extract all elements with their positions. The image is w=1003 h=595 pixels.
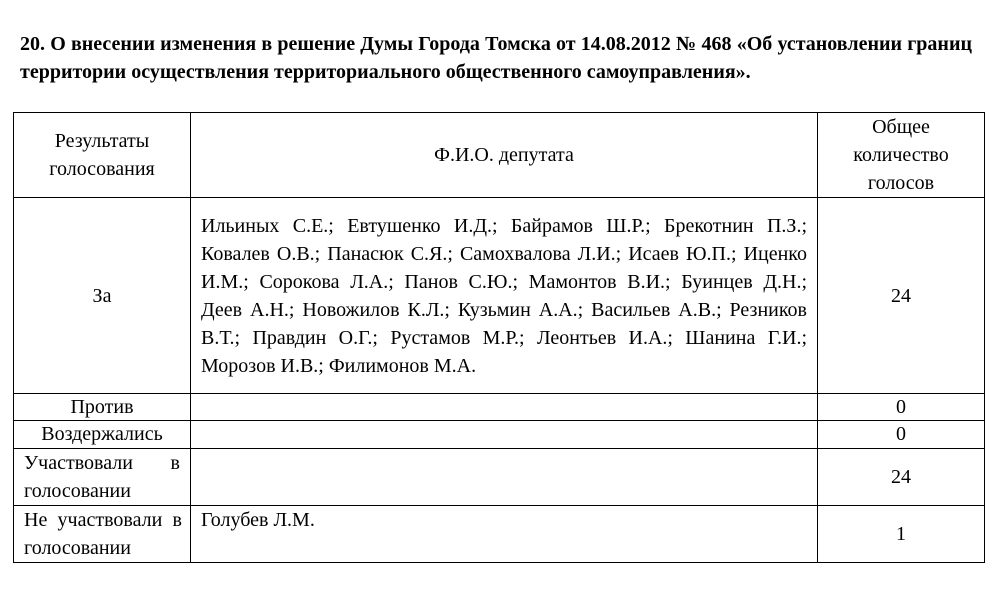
- vote-count: 24: [818, 449, 985, 506]
- voting-results-table: [13, 112, 985, 563]
- deputy-names: Ильиных С.Е.; Евтушенко И.Д.; Байрамов Ш.Р.; Брекотнин П.З.; Ковалев О.В.; Панасюк С.Я.; Самохвалова Л.И.; Исаев Ю.П.; Иценко И.М.; Сорокова Л.А.; Панов С.Ю.; Мамонтов В.И.; Буинцев Д.Н.; Деев А.Н.; Новожилов К.Л.; Кузьмин А.А.; Васильев А.В.; Резников В.Т.; Правдин О.Г.; Рустамов М.Р.; Леонтьев И.А.; Шанина Г.И.; Морозов И.В.; Филимонов М.А.: [191, 198, 818, 394]
- result-label: Не участвовали в голосовании: [14, 506, 191, 563]
- table-row-abstained: [14, 421, 985, 449]
- result-label: Против: [14, 394, 191, 421]
- header-results: Результаты голосования: [14, 113, 191, 198]
- result-label: За: [14, 198, 191, 394]
- table-row-not-participated: [14, 506, 985, 563]
- vote-count: 1: [818, 506, 985, 563]
- table-row-against: [14, 394, 985, 421]
- header-deputy-name: Ф.И.О. депутата: [191, 113, 818, 198]
- vote-count: 0: [818, 394, 985, 421]
- deputy-names: [191, 394, 818, 421]
- item-title: О внесении изменения в решение Думы Города Томска от 14.08.2012 № 468 «Об установлении границ территории осуществления территориального общественного самоуправления».: [20, 33, 972, 83]
- item-heading: [20, 30, 972, 86]
- table-row-for: [14, 198, 985, 394]
- header-total-votes: Общее количество голосов: [818, 113, 985, 198]
- vote-count: 0: [818, 421, 985, 449]
- result-label: Участвовали в голосовании: [14, 449, 191, 506]
- header-row: [14, 113, 985, 198]
- deputy-names: [191, 449, 818, 506]
- vote-count: 24: [818, 198, 985, 394]
- deputy-names: Голубев Л.М.: [191, 506, 818, 563]
- deputy-names: [191, 421, 818, 449]
- item-number: 20.: [20, 33, 45, 55]
- table-row-participated: [14, 449, 985, 506]
- result-label: Воздержались: [14, 421, 191, 449]
